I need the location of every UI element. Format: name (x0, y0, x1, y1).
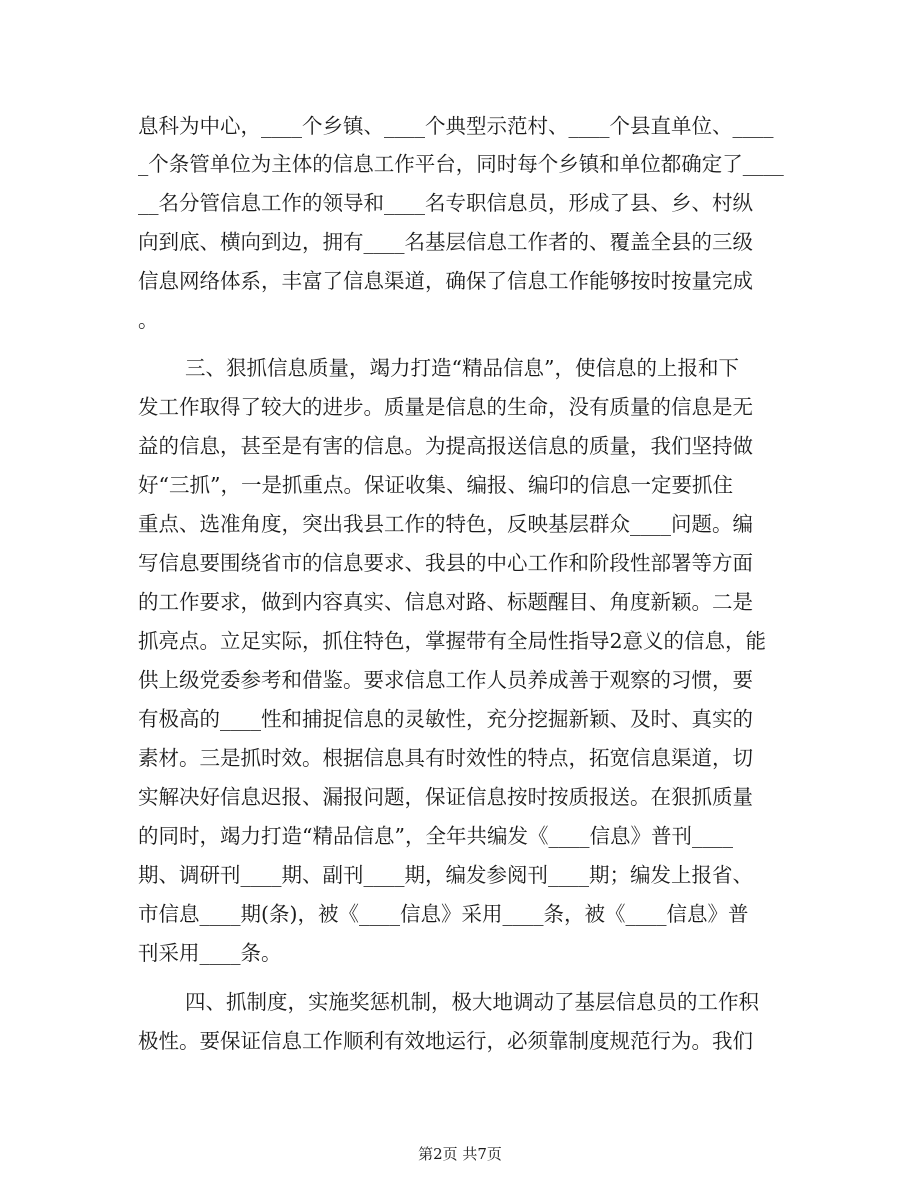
text-line: 写信息要围绕省市的信息要求、我县的中心工作和阶段性部署等方面 (138, 551, 753, 575)
text-line: _个条管单位为主体的信息工作平台，同时每个乡镇和单位都确定了____ (138, 152, 784, 176)
text-line: 实解决好信息迟报、漏报问题，保证信息按时按质报送。在狠抓质量 (138, 785, 753, 809)
text-line: 极性。要保证信息工作顺利有效地运行，必须靠制度规范行为。我们 (138, 1029, 753, 1053)
text-line: __名分管信息工作的领导和____名专职信息员，形成了县、乡、村纵 (138, 191, 753, 215)
text-line: 息科为中心，____个乡镇、____个典型示范村、____个县直单位、____ (138, 114, 774, 138)
text-line: 市信息____期(条)，被《____信息》采用____条，被《____信息》普 (138, 902, 749, 926)
text-line: 。 (138, 308, 159, 332)
text-line: 供上级党委参考和借鉴。要求信息工作人员养成善于观察的习惯，要 (138, 668, 753, 692)
paragraph-four-first-line: 四、抓制度，实施奖惩机制，极大地调动了基层信息员的工作积 (185, 990, 759, 1014)
text-line: 有极高的____性和捕捉信息的灵敏性，充分挖掘新颖、及时、真实的 (138, 707, 753, 731)
paragraph-three-first-line: 三、狠抓信息质量，竭力打造“精品信息”，使信息的上报和下 (185, 356, 739, 380)
text-line: 好“三抓”，一是抓重点。保证收集、编报、编印的信息一定要抓住 (138, 473, 733, 497)
text-line: 信息网络体系，丰富了信息渠道，确保了信息工作能够按时按量完成 (138, 269, 753, 293)
text-line: 刊采用____条。 (138, 941, 282, 965)
text-line: 向到底、横向到边，拥有____名基层信息工作者的、覆盖全县的三级 (138, 230, 753, 254)
text-line: 重点、选准角度，突出我县工作的特色，反映基层群众____问题。编 (138, 512, 753, 536)
text-line: 的同时，竭力打造“精品信息”，全年共编发《____信息》普刊____ (138, 824, 733, 848)
text-line: 益的信息，甚至是有害的信息。为提高报送信息的质量，我们坚持做 (138, 434, 753, 458)
page-number-footer: 第2页 共7页 (418, 1145, 502, 1163)
text-line: 发工作取得了较大的进步。质量是信息的生命，没有质量的信息是无 (138, 395, 753, 419)
text-line: 期、调研刊____期、副刊____期，编发参阅刊____期；编发上报省、 (138, 863, 753, 887)
text-line: 素材。三是抓时效。根据信息具有时效性的特点，拓宽信息渠道，切 (138, 746, 753, 770)
text-line: 抓亮点。立足实际，抓住特色，掌握带有全局性指导2意义的信息，能 (138, 629, 767, 653)
text-line: 的工作要求，做到内容真实、信息对路、标题醒目、角度新颖。二是 (138, 590, 753, 614)
